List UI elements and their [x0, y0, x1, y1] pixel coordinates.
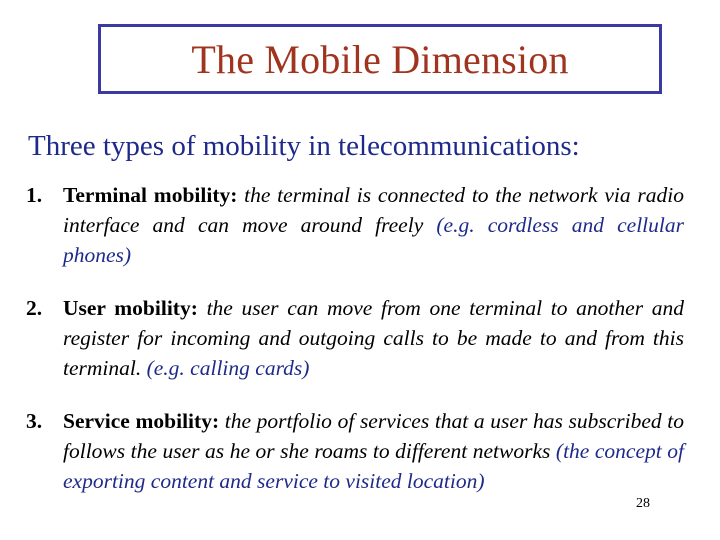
- title-box: [98, 24, 662, 94]
- item-term: Service mobility:: [63, 409, 220, 433]
- slide-title: The Mobile Dimension: [191, 36, 569, 82]
- item-example: (the concept of exporting content and service to visited location): [63, 439, 684, 493]
- intro-text: Three types of mobility in telecommunications:: [28, 130, 580, 162]
- item-description: the user can move from one terminal to another and register for incoming and outgoing calls to be made to and from this terminal.: [63, 296, 684, 380]
- item-description: the portfolio of services that a user has subscribed to follows the user as he or she roams to different networks: [63, 409, 685, 463]
- item-number: 1.: [26, 183, 43, 207]
- item-example: (e.g. calling cards): [146, 356, 310, 380]
- list-item-user-mobility: [26, 293, 684, 383]
- item-term: User mobility:: [63, 296, 198, 320]
- list-item-service-mobility: [26, 406, 684, 496]
- item-body: [63, 180, 684, 270]
- item-example: (e.g. cordless and cellular phones): [63, 213, 684, 267]
- item-body: [63, 406, 684, 496]
- item-description: the terminal is connected to the network via radio interface and can move around freely: [63, 183, 684, 237]
- list-item-terminal-mobility: [26, 180, 684, 270]
- mobility-list: [26, 180, 684, 496]
- page-number: 28: [636, 496, 650, 511]
- item-number: 2.: [26, 296, 43, 320]
- item-number: 3.: [26, 409, 43, 433]
- item-body: [63, 293, 684, 383]
- item-term: Terminal mobility:: [63, 183, 238, 207]
